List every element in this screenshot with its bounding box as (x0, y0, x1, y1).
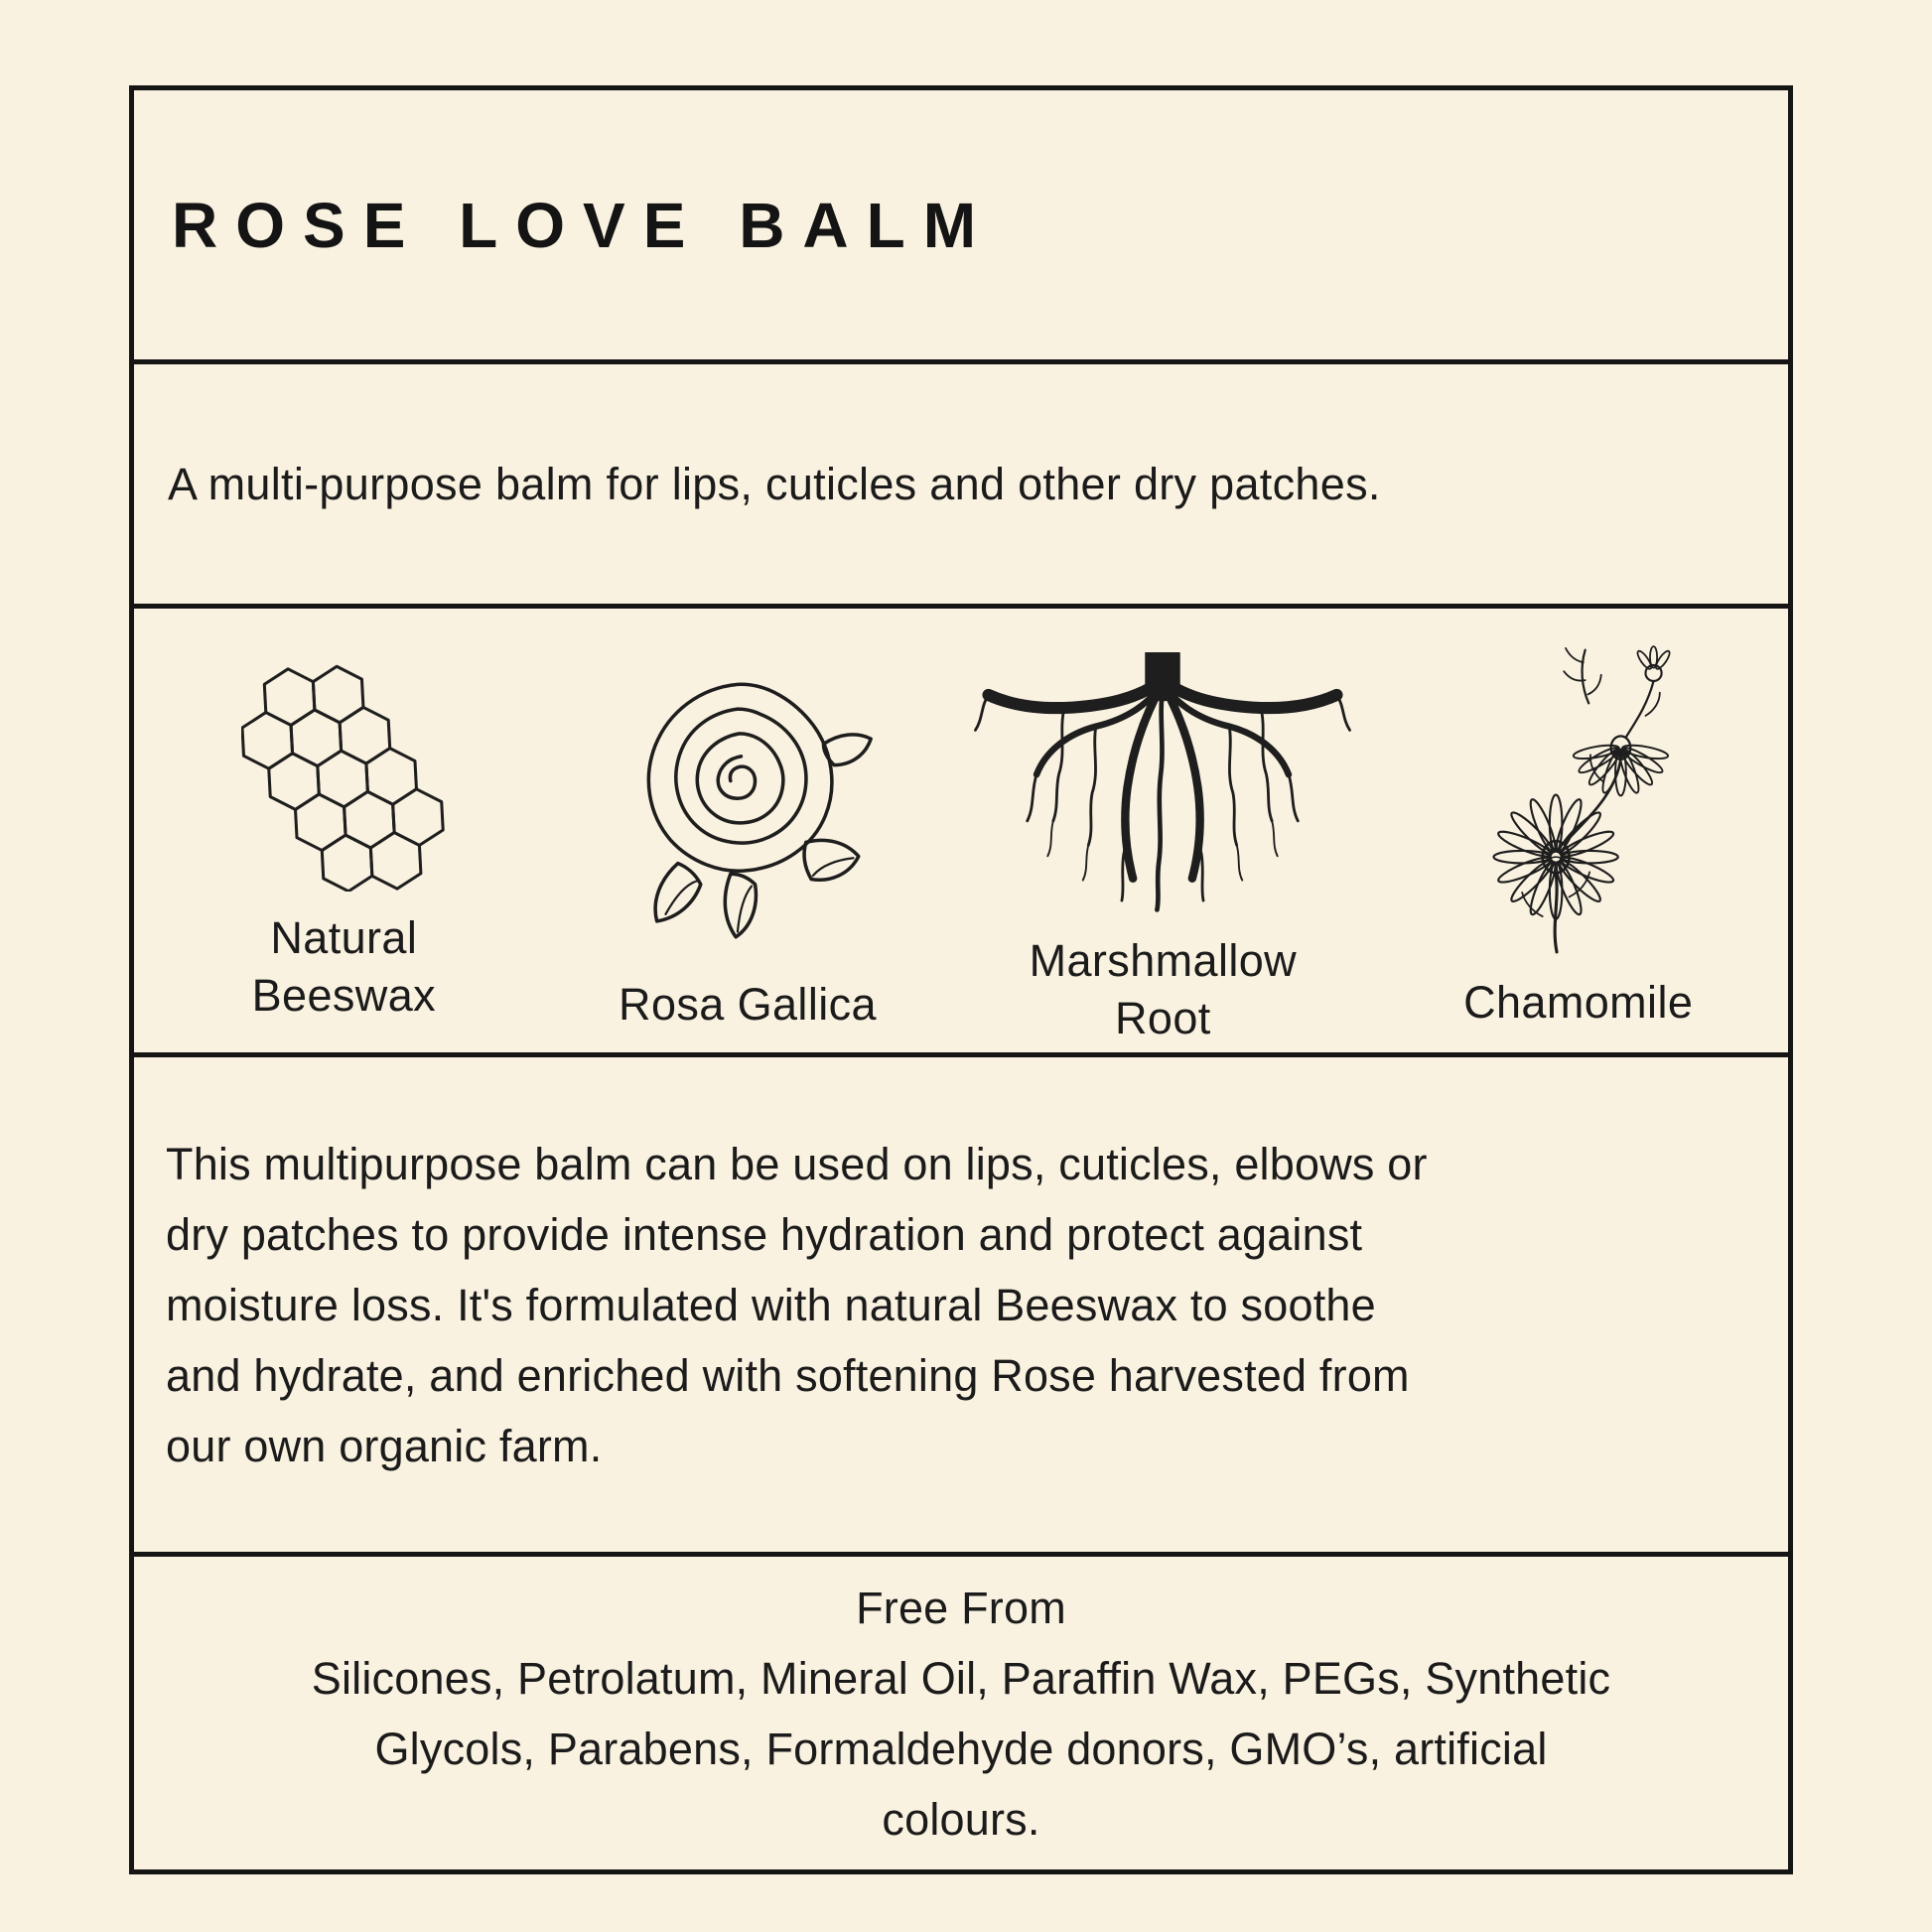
rose-icon (617, 670, 880, 960)
ingredients-section (134, 609, 1788, 1057)
product-subtitle: A multi-purpose balm for lips, cuticles and other dry patches. (168, 458, 1381, 509)
description-line: This multipurpose balm can be used on lips, cuticles, elbows or (166, 1138, 1428, 1189)
description-line: moisture loss. It's formulated with natural Beeswax to soothe (166, 1279, 1376, 1330)
free-from-line: colours. (882, 1793, 1040, 1845)
ingredient-label: Natural Beeswax (251, 912, 437, 1021)
chamomile-icon (1471, 630, 1685, 968)
label-frame (129, 85, 1793, 1874)
ingredient-label: Rosa Gallica (619, 979, 877, 1030)
ingredient-rosa-gallica (546, 609, 950, 1052)
free-from-line: Glycols, Parabens, Formaldehyde donors, GMO’s, artificial (374, 1723, 1548, 1774)
ingredient-marshmallow-root (949, 609, 1376, 1052)
free-from-title: Free From (856, 1582, 1066, 1633)
description-line: our own organic farm. (166, 1420, 603, 1471)
product-title: ROSE LOVE BALM (172, 189, 995, 261)
ingredient-natural-beeswax (142, 609, 546, 1052)
free-from-line: Silicones, Petrolatum, Mineral Oil, Paraffin Wax, PEGs, Synthetic (311, 1652, 1611, 1704)
subtitle-section (134, 364, 1788, 609)
title-section (134, 90, 1788, 364)
roots-icon (949, 652, 1376, 930)
free-from-section (134, 1557, 1788, 1869)
honeycomb-icon (241, 664, 446, 892)
description-line: and hydrate, and enriched with softening Rose harvested from (166, 1349, 1410, 1401)
description-line: dry patches to provide intense hydration and protect against (166, 1208, 1363, 1260)
ingredient-label: Marshmallow Root (1029, 935, 1298, 1043)
ingredient-chamomile (1376, 609, 1780, 1052)
description-section (134, 1057, 1788, 1557)
ingredient-label: Chamomile (1463, 977, 1694, 1028)
